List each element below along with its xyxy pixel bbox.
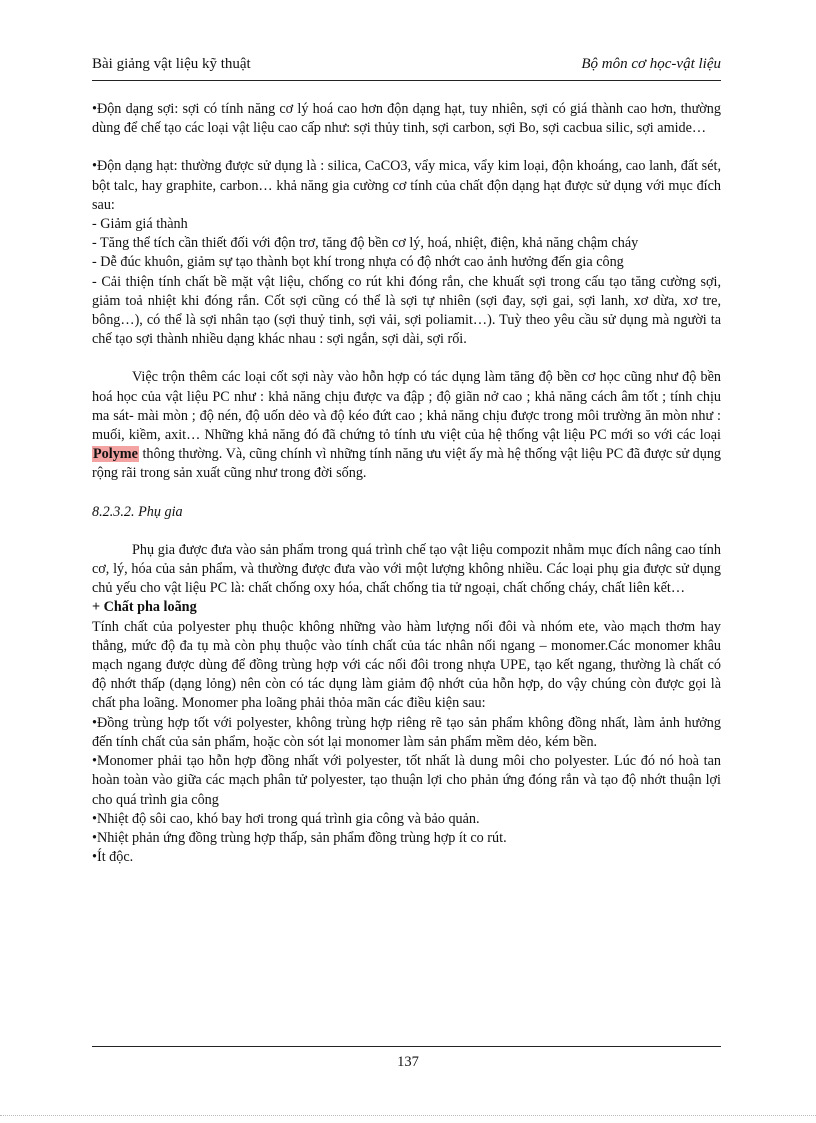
paragraph-additives: Phụ gia được đưa vào sản phẩm trong quá trình chế tạo vật liệu compozit nhằm mục đích nâng cao tính cơ, lý, hóa của sản phẩm, và thường được đưa vào với một lượng không nhiều. Các loại phụ gia được sử dụng chủ yếu cho vật liệu PC là: chất chống oxy hóa, chất chống tia tử ngoại, chất chống cháy, chất liên kết… [92,541,721,597]
page-header [92,50,721,81]
paragraph-fiber-mixing-end: thông thường. Và, cũng chính vì những tính năng ưu việt ấy mà hệ thống vật liệu PC đã được sử dụng rộng rãi trong sản xuất cũng như trong đời sống. [92,446,722,482]
bullet-low-toxicity: •Ít độc. [92,849,134,866]
list-item-molding: - Dễ đúc khuôn, giảm sự tạo thành bọt khí trong nhựa có độ nhớt cao ảnh hưởng đến gia công [92,254,624,271]
highlighted-term-polyme: Polyme [93,446,138,463]
list-item-cost: - Giảm giá thành [92,216,188,233]
bullet-reaction-heat: •Nhiệt phản ứng đồng trùng hợp thấp, sản phẩm đồng trùng hợp ít co rút. [92,829,507,846]
paragraph-polyester-properties: Tính chất của polyester phụ thuộc không những vào hàm lượng nối đôi và nhóm ete, vào mạch thơm hay thẳng, mức độ đa tụ mà còn phụ thuộc vào tính chất của tác nhân nối ngang – monomer.Các monomer khâu mạch ngang được dùng để đồng trùng hợp với các nối đôi trong nhựa UPE, tạo kết ngang, thường là chất có độ nhớt thấp (dạng lỏng) nên còn có tác dụng làm giảm độ nhớt của hỗn hợp, do vậy chúng còn được gọi là chất pha loãng. Monomer pha loãng phải thỏa mãn các điều kiện sau: [92,618,721,712]
page-bottom-border [0,1115,816,1116]
bullet-boiling-point: •Nhiệt độ sôi cao, khó bay hơi trong quá trình gia công và bảo quản. [92,810,480,827]
page-body [92,100,721,867]
subheading-diluent: + Chất pha loãng [92,599,197,616]
header-course-title: Bài giảng vật liệu kỹ thuật [92,56,251,72]
list-item-surface: - Cải thiện tính chất bề mặt vật liệu, chống co rút khi đóng rắn, che khuất sợi trong cấu tạo tăng cường sợi, giảm toả nhiệt khi đóng rắn. Cốt sợi cũng có thể là sợi tự nhiên (sợi đay, sợi gai, sợi lanh, xơ dừa, xơ tre, bông…), có thể là sợi nhân tạo (sợi thuỷ tinh, sợi vải, sợi poliamit…). Tuỳ theo yêu cầu sử dụng mà người ta chế tạo sợi thành nhiều dạng khác nhau : sợi ngắn, sợi dài, sợi rối. [92,273,721,348]
bullet-copolymerization: •Đồng trùng hợp tốt với polyester, không trùng hợp riêng rẽ tạo sản phẩm không đồng nhất, làm ảnh hưởng đến tính chất của sản phẩm, hoặc còn sót lại monomer làm sản phẩm mềm dẻo, kém bền. [92,714,721,750]
page-number: 137 [397,1054,419,1070]
paragraph-fiber-mixing-start: Việc trộn thêm các loại cốt sợi này vào hỗn hợp có tác dụng làm tăng độ bền cơ học cũng như độ bền hoá học của vật liệu PC như : khả năng chịu được va đập ; độ giãn nở cao ; khả năng cách âm tốt ; tính chịu ma sát- mài mòn ; độ nén, độ uốn dẻo và độ kéo đứt cao ; khả năng chịu được trong môi trường ăn mòn như : muối, kiềm, axit… Những khả năng đó đã chứng tỏ tính ưu việt của hệ thống vật liệu PC mới so với các loại [92,369,721,444]
footer-divider [92,1046,721,1047]
paragraph-fiber-filler: •Độn dạng sợi: sợi có tính năng cơ lý hoá cao hơn độn dạng hạt, tuy nhiên, sợi có giá thành cao hơn, thường dùng để chế tạo các loại vật liệu cao cấp như: sợi thủy tinh, sợi carbon, sợi Bo, sợi cacbua silic, sợi amide… [92,101,721,137]
bullet-homogeneous-mixture: •Monomer phải tạo hỗn hợp đồng nhất với polyester, tốt nhất là dung môi cho polyester. Lúc đó nó hoà tan hoàn toàn vào giữa các mạch phân tử polyester, tạo thuận lợi cho phản ứng đóng rắn và tạo độ nhớt thuận lợi cho quá trình gia công [92,753,721,808]
header-department: Bộ môn cơ học-vật liệu [581,56,721,72]
list-item-volume: - Tăng thể tích cần thiết đối với độn trơ, tăng độ bền cơ lý, hoá, nhiệt, điện, khả năng chậm cháy [92,235,639,252]
paragraph-particle-filler: •Độn dạng hạt: thường được sử dụng là : silica, CaCO3, vẩy mica, vẩy kim loại, độn khoáng, cao lanh, đất sét, bột talc, hay graphite, carbon… khả năng gia cường cơ tính của chất độn dạng hạt được sử dụng với mục đích sau: [92,158,721,213]
section-heading-additives: 8.2.3.2. Phụ gia [92,503,183,520]
paragraph-fiber-mixing [92,368,721,483]
